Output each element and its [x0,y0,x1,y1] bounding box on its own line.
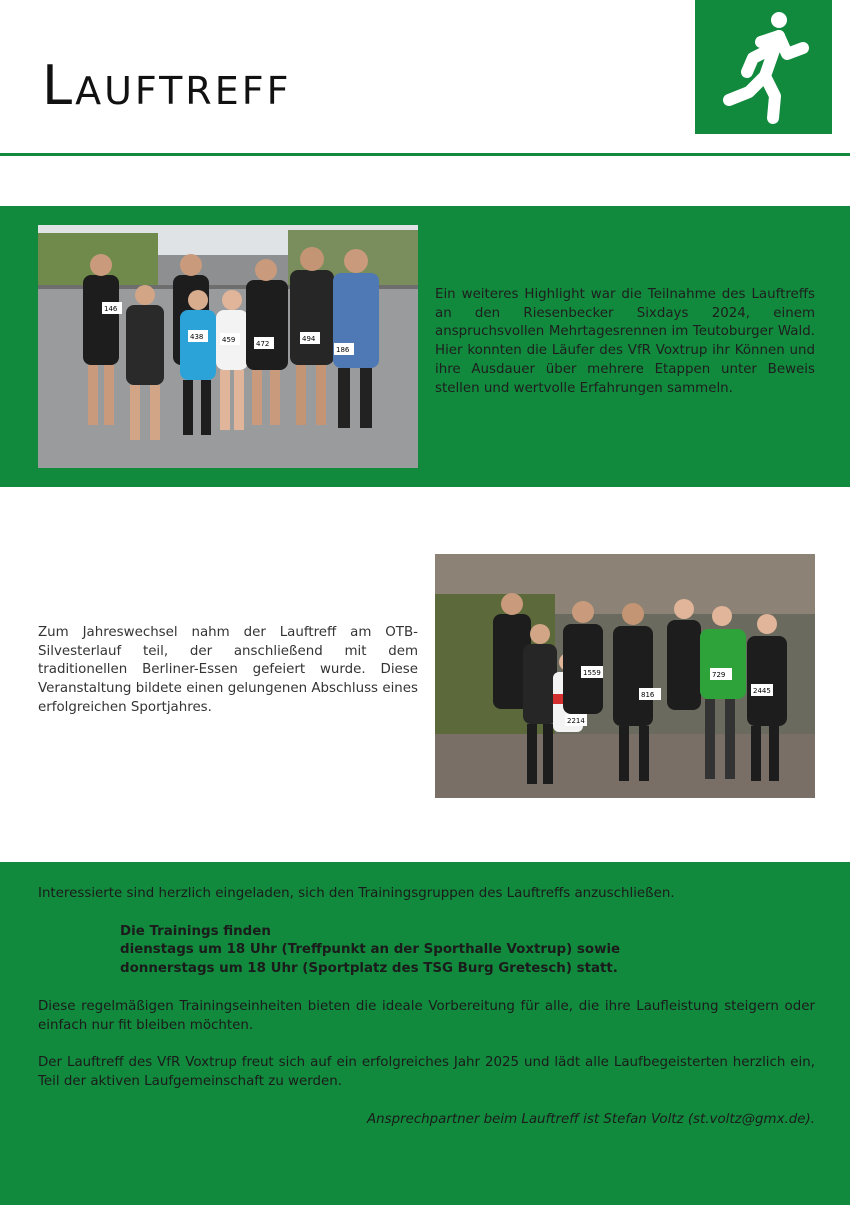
bib-number: 472 [256,340,270,348]
photo-silvesterlauf [435,554,815,798]
invite-text: Interessierte sind herzlich eingeladen, sich den Trainingsgruppen des Lauftreffs anzuschließen. [38,886,675,901]
bib-number: 146 [104,305,118,313]
bib-number: 2445 [753,687,771,695]
bib-number: 2214 [567,717,585,725]
bib-number: 729 [712,671,726,679]
bib-number: 459 [222,336,236,344]
sixdays-text: Ein weiteres Highlight war die Teilnahme des Lauftreffs an den Riesenbecker Sixdays 2024, einem anspruchsvollen Mehrtagesrennen im Teutoburger Wald. Hier konnten die Läufer des VfR Voxtrup ihr Können und ihre Ausdauer über mehrere Etappen unter Beweis stellen und wertvolle Erfahrungen sammeln. [435,287,815,396]
outlook-text: Der Lauftreff des VfR Voxtrup freut sich auf ein erfolgreiches Jahr 2025 und lädt alle Laufbegeisterten herzlich ein, Teil der aktiven Laufgemeinschaft zu werden. [38,1055,815,1089]
silvesterlauf-text: Zum Jahreswechsel nahm der Lauftreff am OTB-Silvesterlauf teil, der anschließend mit dem traditionellen Berliner-Essen gefeiert wurde. Diese Veranstaltung bildete einen gelungenen Abschluss eines erfolgreichen Sportjahres. [38,625,418,715]
training-intro: Die Trainings finden [120,923,271,939]
page-title: Lauftreff [42,54,292,117]
logo [695,0,832,134]
bib-number: 1559 [583,669,601,677]
training-thursday: donnerstags um 18 Uhr (Sportplatz des TSG Burg Gretesch) statt. [120,961,618,977]
training-schedule [38,923,815,979]
benefit-text: Diese regelmäßigen Trainingseinheiten bieten die ideale Vorbereitung für alle, die ihre Laufleistung steigern oder einfach nur fit bleiben möchten. [38,998,815,1033]
info-section [38,885,815,1129]
bib-number: 186 [336,346,350,354]
bib-number: 438 [190,333,204,341]
contact-text: Ansprechpartner beim Lauftreff ist Stefan Voltz (st.voltz@gmx.de). [366,1111,815,1127]
running-person-icon [695,0,832,134]
bib-number: 494 [302,335,316,343]
bib-number: 816 [641,691,655,699]
header-divider [0,153,850,156]
training-tuesday: dienstags um 18 Uhr (Treffpunkt an der Sporthalle Voxtrup) sowie [120,942,621,958]
photo-sixdays [38,225,418,468]
